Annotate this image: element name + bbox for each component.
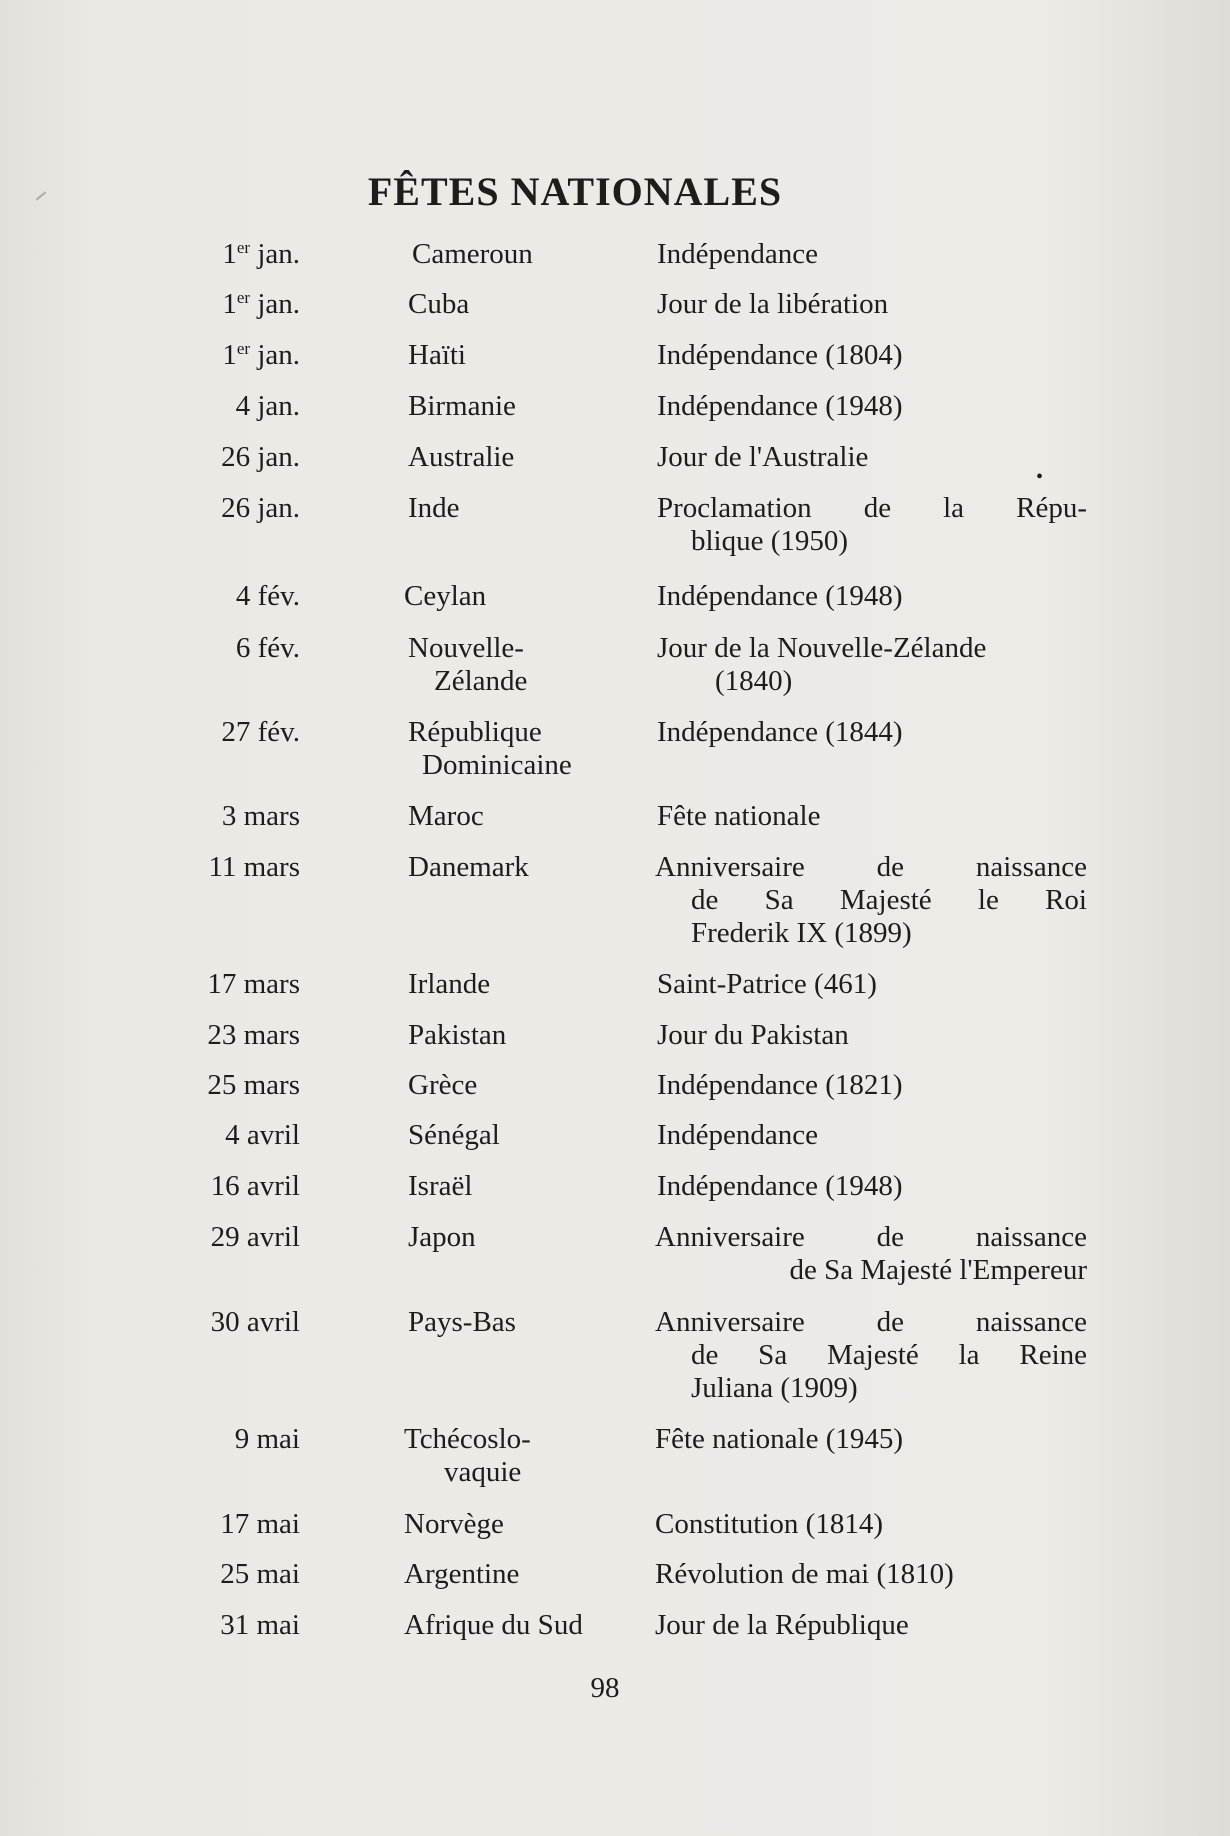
event-cell: Jour de la libération (657, 288, 889, 320)
date-cell: 4 fév. (235, 580, 300, 612)
country-cell: Sénégal (408, 1119, 500, 1151)
country-cell: Cameroun (412, 238, 533, 270)
country-cell: Inde (408, 492, 460, 524)
date-cell: 11 mars (208, 851, 300, 883)
date-cell: 9 mai (234, 1423, 300, 1455)
event-cell: Anniversaire de naissance de Sa Majesté l'Empereur (655, 1221, 1087, 1286)
event-cell: Indépendance (1948) (657, 580, 903, 612)
event-cell: Jour du Pakistan (657, 1019, 849, 1051)
country-cell: Argentine (404, 1558, 520, 1590)
event-cell: Indépendance (1948) (657, 1170, 903, 1202)
country-cell: Japon (408, 1221, 476, 1253)
event-cell: Proclamation de la Répu- blique (1950) (657, 492, 1087, 557)
country-cell: Australie (408, 441, 515, 473)
country-cell: Tchécoslo- vaquie (404, 1423, 531, 1488)
event-cell: Jour de l'Australie (657, 441, 869, 473)
country-cell: Israël (408, 1170, 473, 1202)
date-cell: 16 avril (210, 1170, 300, 1202)
country-cell: Haïti (408, 339, 466, 371)
event-cell: Jour de la Nouvelle-Zélande (1840) (657, 632, 987, 697)
date-cell: 25 mai (220, 1558, 300, 1590)
date-cell: 1er jan. (222, 288, 300, 320)
country-cell: Ceylan (404, 580, 487, 612)
country-cell: Pakistan (408, 1019, 507, 1051)
event-cell: Fête nationale (657, 800, 821, 832)
date-cell: 25 mars (207, 1069, 300, 1101)
event-cell: Indépendance (657, 1119, 819, 1151)
country-cell: Pays-Bas (408, 1306, 516, 1338)
event-cell: Jour de la République (655, 1609, 909, 1641)
date-cell: 3 mars (221, 800, 300, 832)
country-cell: Maroc (408, 800, 484, 832)
event-cell: Anniversaire de naissance de Sa Majesté la Reine Juliana (1909) (655, 1306, 1087, 1404)
event-cell: Indépendance (1844) (657, 716, 903, 748)
ink-mark: • (1036, 466, 1044, 488)
country-cell: Irlande (408, 968, 491, 1000)
date-cell: 26 jan. (221, 492, 300, 524)
event-cell: Saint-Patrice (461) (657, 968, 877, 1000)
event-cell: Indépendance (1821) (657, 1069, 903, 1101)
country-cell: Nouvelle- Zélande (408, 632, 528, 697)
date-cell: 29 avril (210, 1221, 300, 1253)
country-cell: Cuba (408, 288, 470, 320)
country-cell: Grèce (408, 1069, 478, 1101)
date-cell: 1er jan. (222, 339, 300, 371)
date-cell: 27 fév. (221, 716, 300, 748)
country-cell: Norvège (404, 1508, 504, 1540)
event-cell: Fête nationale (1945) (655, 1423, 904, 1455)
page-title: FÊTES NATIONALES (367, 169, 783, 214)
country-cell: Birmanie (408, 390, 516, 422)
date-cell: 30 avril (210, 1306, 300, 1338)
country-cell: République Dominicaine (408, 716, 572, 781)
event-cell: Constitution (1814) (655, 1508, 883, 1540)
date-cell: 1er jan. (222, 238, 300, 270)
event-cell: Indépendance (657, 238, 819, 270)
event-cell: Anniversaire de naissance de Sa Majesté le Roi Frederik IX (1899) (655, 851, 1087, 949)
event-cell: Indépendance (1804) (657, 339, 903, 371)
date-cell: 4 jan. (235, 390, 300, 422)
country-cell: Danemark (408, 851, 529, 883)
date-cell: 6 fév. (235, 632, 300, 664)
country-cell: Afrique du Sud (404, 1609, 583, 1641)
date-cell: 26 jan. (221, 441, 300, 473)
date-cell: 4 avril (225, 1119, 300, 1151)
date-cell: 31 mai (220, 1609, 300, 1641)
event-cell: Indépendance (1948) (657, 390, 903, 422)
date-cell: 17 mars (207, 968, 300, 1000)
page-number: 98 (590, 1672, 620, 1704)
event-cell: Révolution de mai (1810) (655, 1558, 954, 1590)
date-cell: 17 mai (220, 1508, 300, 1540)
date-cell: 23 mars (207, 1019, 300, 1051)
